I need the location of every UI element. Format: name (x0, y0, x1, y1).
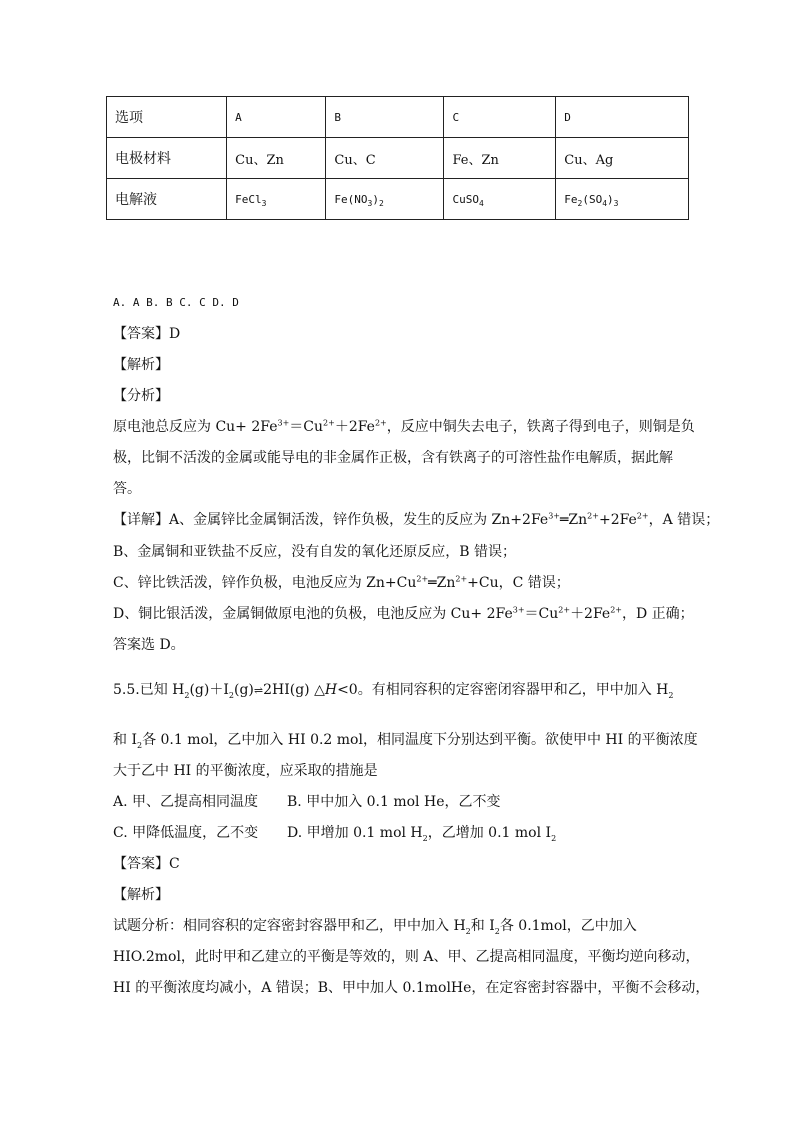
table-cell: $Fe(NO_3)_2$ (326, 179, 444, 220)
table-cell: A (227, 97, 326, 138)
options-table (106, 96, 689, 220)
option-a: A. 甲、乙提高相同温度 (113, 794, 259, 810)
table-cell: 电极材料 (107, 138, 227, 179)
fenxi-label: 【分析】 (113, 388, 169, 404)
paragraph-line: HI 的平衡浓度均减小，A 错误；B、甲中加人 0.1molHe，在定容密封容器中，平衡不会移动， (113, 980, 710, 996)
option-d: D. 甲增加 0.1 mol $H_2$，乙增加 0.1 mol $I_2$ (287, 825, 557, 843)
answer-label: 【答案】C (113, 856, 180, 872)
paragraph-line: C、锌比铁活泼，锌作负极，电池反应为 $Zn+Cu^{2+}═Zn^{2+}+Cu$，C 错误； (113, 574, 570, 591)
paragraph-line: 极，比铜不活泼的金属或能导电的非金属作正极，含有铁离子的可溶性盐作电解质，据此解 (113, 450, 673, 466)
table-cell: Cu、Ag (556, 138, 689, 179)
analysis-label: 【解析】 (113, 887, 169, 903)
table-cell: Fe、Zn (444, 138, 556, 179)
paragraph-line: 试题分析：相同容积的定容密封容器甲和乙，甲中加入 $H_2$和 $I_2$各 0.1mol，乙中加入 (113, 918, 637, 936)
table-cell: B (326, 97, 444, 138)
question-stem: 大于乙中 HI 的平衡浓度，应采取的措施是 (113, 763, 378, 779)
paragraph-line: B、金属铜和亚铁盐不反应，没有自发的氧化还原反应，B 错误； (113, 544, 517, 560)
table-cell: D (556, 97, 689, 138)
table-cell: $Fe_2(SO_4)_3$ (556, 179, 689, 220)
table-cell: 选项 (107, 97, 227, 138)
answer-label: 【答案】D (113, 326, 181, 342)
table-cell: Cu、Zn (227, 138, 326, 179)
option-b: B. 甲中加入 0.1 mol He，乙不变 (287, 794, 501, 810)
table-row (107, 138, 689, 179)
table-row (107, 179, 689, 220)
table-cell: CuSO$_4$ (444, 179, 556, 220)
paragraph-line: 【详解】A、金属锌比金属铜活泼，锌作负极，发生的反应为 $Zn+2Fe^{3+}═Zn^{2+}+2Fe^{2+}$，A 错误； (113, 511, 720, 528)
analysis-label: 【解析】 (113, 357, 169, 373)
question-stem: 5.5.已知 $H_2(g)+I_2(g)\rightleftharpoons 2HI(g)$ △H<0。有相同容积的定容密闭容器甲和乙，甲中加入 $H_2$ (113, 682, 674, 700)
table-cell: C (444, 97, 556, 138)
paragraph-line: 答案选 D。 (113, 637, 185, 653)
question-stem: 和 $I_2$各 0.1 mol，乙中加入 HI 0.2 mol，相同温度下分别达到平衡。欲使甲中 HI 的平衡浓度 (113, 732, 698, 750)
paragraph-line: 答。 (113, 481, 141, 497)
paragraph-line: 原电池总反应为 $Cu+ 2Fe^{3+}=Cu^{2+}+2Fe^{2+}$，反应中铜失去电子，铁离子得到电子，则铜是负 (113, 418, 695, 435)
option-c: C. 甲降低温度，乙不变 (113, 825, 259, 841)
choices-line: A. A B. B C. C D. D (113, 296, 239, 309)
paragraph-line: D、铜比银活泼，金属铜做原电池的负极，电池反应为 $Cu+ 2Fe^{3+}=Cu^{2+}+2Fe^{2+}$，D 正确； (113, 605, 694, 622)
paragraph-line: HIO.2mol，此时甲和乙建立的平衡是等效的，则 A、甲、乙提高相同温度，平衡均逆向移动， (113, 949, 700, 965)
table-cell: FeCl$_3$ (227, 179, 326, 220)
table-cell: Cu、C (326, 138, 444, 179)
table-row (107, 97, 689, 138)
table-cell: 电解液 (107, 179, 227, 220)
